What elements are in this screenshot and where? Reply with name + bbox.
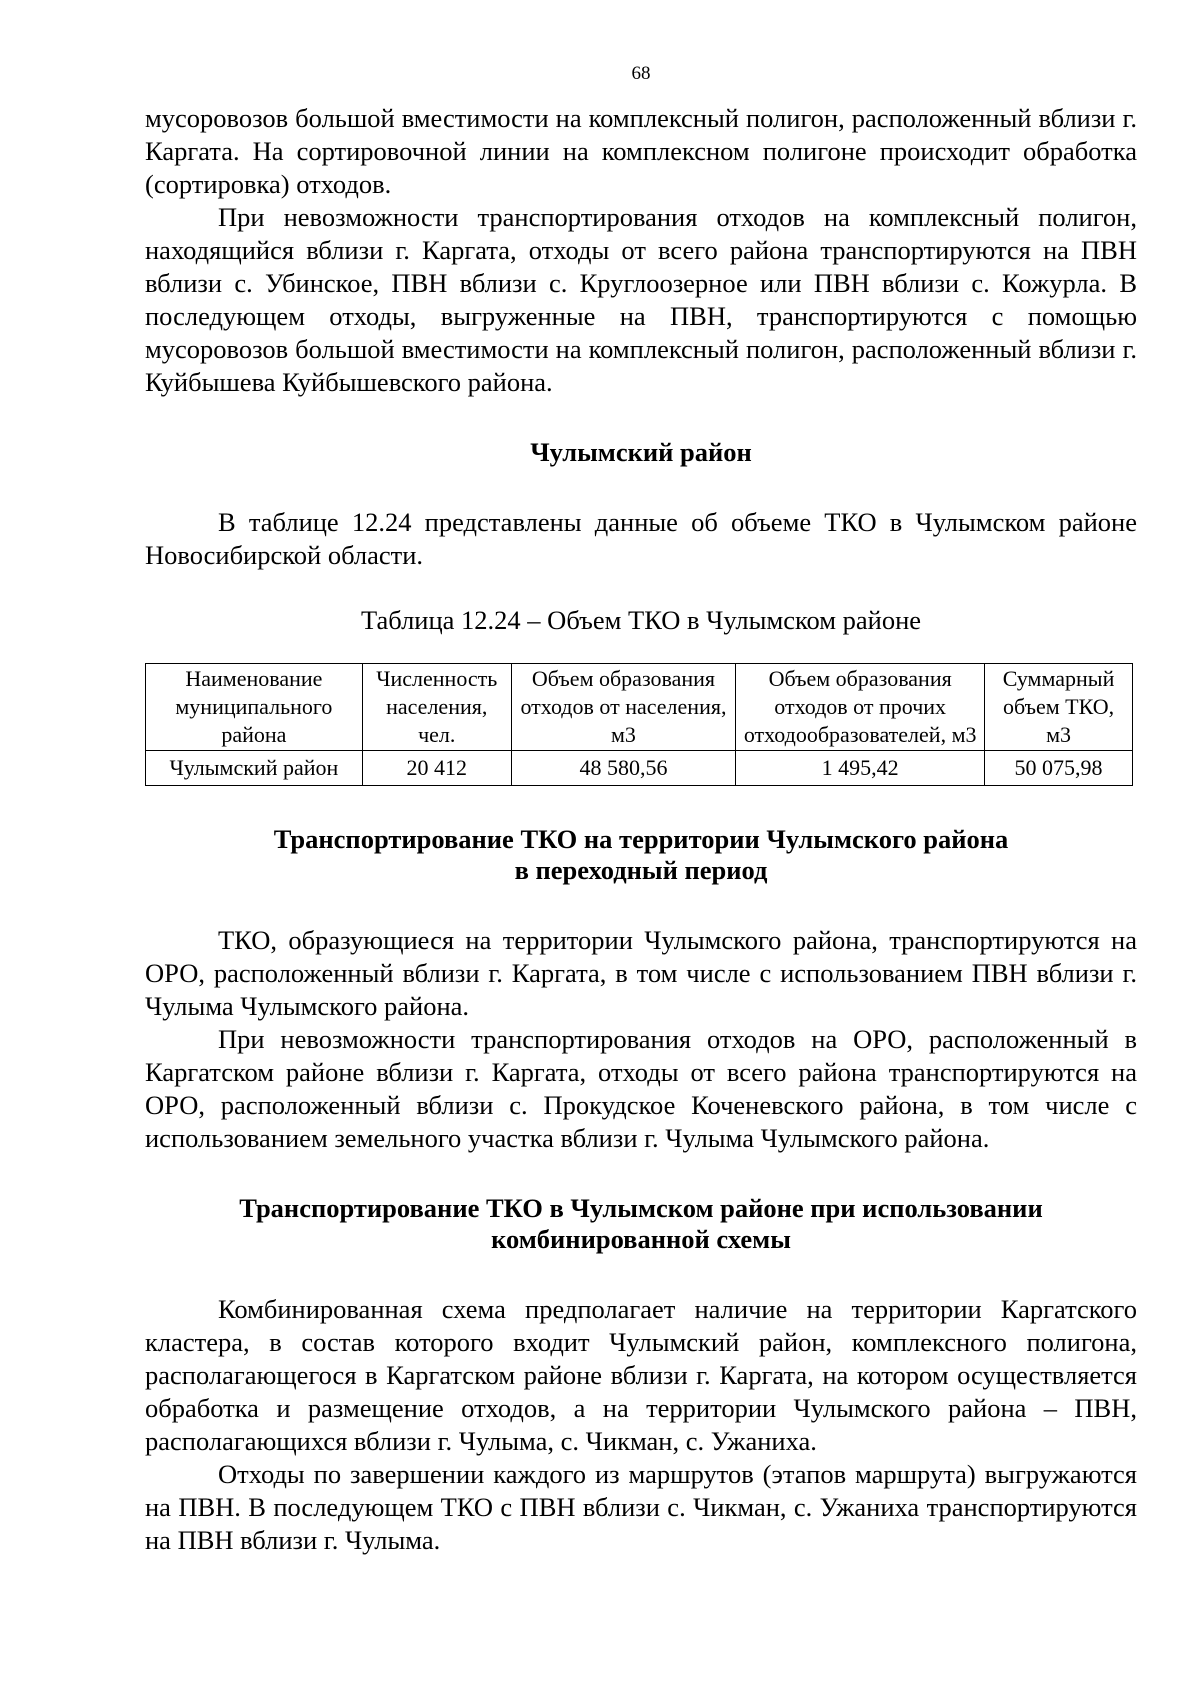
paragraph: В таблице 12.24 представлены данные об объеме ТКО в Чулымском районе Новосибирской области. [145,507,1137,570]
table-cell: 48 580,56 [511,751,736,786]
table-header-cell: Наименование муниципального района [146,664,363,751]
table-cell: 1 495,42 [736,751,985,786]
spacer [145,1155,1137,1193]
spacer [145,786,1137,824]
paragraph: Комбинированная схема предполагает наличие на территории Каргатского кластера, в состав которого входит Чулымский район, комплексного полигона, располагающегося в Каргатском районе вблизи г. Каргата, на котором осуществляется обработка и размещение отходов, а на территории Чулымского района – ПВН, располагающихся вблизи г. Чулыма, с. Чикман, с. Ужаниха. [145,1294,1137,1456]
section-heading-line: Транспортирование ТКО на территории Чулымского района [273,824,1009,854]
table-cell: 50 075,98 [985,751,1133,786]
table-header-cell: Численность населения, чел. [362,664,511,751]
table-cell: Чулымский район [146,751,363,786]
table-header-cell: Суммарный объем ТКО, м3 [985,664,1133,751]
table-caption: Таблица 12.24 – Объем ТКО в Чулымском районе [360,605,922,635]
spacer [145,572,1137,604]
spacer [145,886,1137,924]
spacer [145,468,1137,506]
table-header-cell: Объем образования отходов от прочих отходообразователей, м3 [736,664,985,751]
paragraph: Отходы по завершении каждого из маршрутов (этапов маршрута) выгружаются на ПВН. В последующем ТКО с ПВН вблизи с. Чикман, с. Ужаниха транспортируются на ПВН вблизи г. Чулыма. [145,1459,1137,1555]
section-heading [145,1193,1137,1255]
section-heading-line: комбинированной схемы [491,1224,791,1254]
paragraph: При невозможности транспортирования отходов на комплексный полигон, находящийся вблизи г. Каргата, отходы от всего района транспортируются на ПВН вблизи с. Убинское, ПВН вблизи с. Круглоозерное или ПВН вблизи с. Кожурла. В последующем отходы, выгруженные на ПВН, транспортируются с помощью мусоровозов большой вместимости на комплексный полигон, расположенный вблизи г. Куйбышева Куйбышевского района. [145,202,1137,397]
table-header-row [146,664,1133,751]
table-cell: 20 412 [362,751,511,786]
page-number: 68 [631,63,651,84]
section-heading-line: в переходный период [514,855,768,885]
paragraph: мусоровозов большой вместимости на комплексный полигон, расположенный вблизи г. Каргата. На сортировочной линии на комплексном полигоне происходит обработка (сортировка) отходов. [145,103,1137,199]
section-heading-line: Транспортирование ТКО в Чулымском районе при использовании [239,1193,1043,1223]
section-heading: Чулымский район [530,437,752,467]
paragraph: При невозможности транспортирования отходов на ОРО, расположенный в Каргатском районе вблизи г. Каргата, отходы от всего района транспортируются на ОРО, расположенный вблизи с. Прокудское Коченевского района, в том числе с использованием земельного участка вблизи г. Чулыма Чулымского района. [145,1024,1137,1153]
table-header-cell: Объем образования отходов от населения, м3 [511,664,736,751]
document-page [145,62,1137,1557]
spacer [145,399,1137,437]
paragraph: ТКО, образующиеся на территории Чулымского района, транспортируются на ОРО, расположенный вблизи г. Каргата, в том числе с использованием ПВН вблизи г. Чулыма Чулымского района. [145,925,1137,1021]
spacer [145,1255,1137,1293]
section-heading [145,824,1137,886]
table-row [146,751,1133,786]
waste-volume-table [145,663,1133,786]
